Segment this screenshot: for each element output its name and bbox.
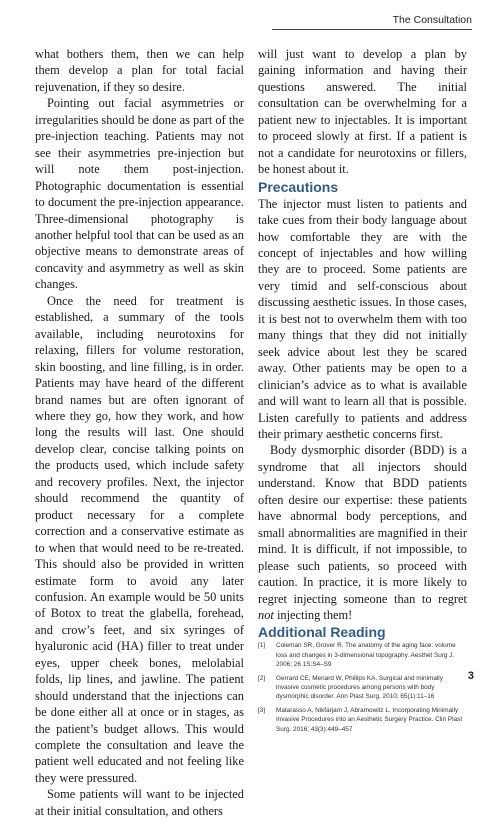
reference-item (258, 641, 467, 669)
reference-number: [3] (258, 706, 266, 714)
body-paragraph: Once the need for treatment is established, a summary of the tools available, including neurotoxins for relaxing, fillers for volume restoration, skin boosting, and line filling, is in order. Patients may have heard of the different brand names but are often ignorant of where they go, how they work, and how long the results will last. One should develop clear, concise talking points on the products used, which include safety and recovery profiles. Next, the injector should recommend the quantity of product necessary for a complete correction and a conservative estimate as to when that would need to be re-treated. This should also be provided in written estimate form to avoid any later confusion. An example would be 50 units of Botox to treat the glabella, forehead, and crow’s feet, and six syringes of hyaluronic acid (HA) filler to treat under eyes, upper cheek bones, melolabial folds, lip lines, and jawline. The patient should understand that the injections can be done either all at once or in stages, as the patient’s budget allows. This would complete the consultation and leave the patient well educated and not feeling like they were pressured. (35, 293, 244, 785)
text-run: injecting them! (273, 607, 353, 622)
reference-text: Coleman SR, Grover R. The anatomy of the aging face: volume loss and changes in 3-dimensional topography. Aesthet Surg J. 2006; 26 1S:S4–S9 (276, 642, 456, 669)
running-header (272, 14, 472, 30)
emphasis-text: not (258, 607, 274, 622)
page-number: 3 (467, 670, 474, 682)
reference-number: [1] (258, 642, 266, 650)
reference-item (258, 706, 467, 734)
running-title: The Consultation (392, 14, 472, 26)
body-paragraph: The injector must listen to patients and take cues from their body language about how comfortable they are with the concept of injectables and how willing they are to proceed. Some patients are very timid and self-conscious about discussing aesthetic issues. In those cases, it is best not to overwhelm them with too many things that they did not initially seek advice about lest they be scared away. Other patients may be open to a clinician’s advice as to what is available and will want to learn all that is possible. Listen carefully to patients and address their primary aesthetic concerns first. (258, 196, 467, 441)
body-paragraph: Some patients will want to be injected at their initial consultation, and others (35, 787, 244, 818)
additional-reading-heading: Additional Reading (258, 624, 386, 641)
left-column (35, 46, 244, 819)
precautions-heading: Precautions (258, 178, 339, 195)
reference-text: Gerrard CE, Menard W, Phillips KA. Surgical and minimally invasive cosmetic procedures among persons with body dysmorphic disorder. Ann Plast Surg. 2010; 65(1):11–16 (276, 674, 443, 701)
reference-list (258, 641, 467, 734)
text-run: Body dysmorphic disorder (BDD) is a syndrome that all injectors should understand. Know that BDD patients often desire our expertise: these patients have abnormal body perceptions, and small abnormalities are magnified in their mind. It is difficult, if not impossible, to please such patients, so proceed with caution. In practice, it is more likely to regret injecting someone than to regret (258, 443, 467, 606)
body-paragraph (258, 442, 467, 623)
reference-number: [2] (258, 674, 266, 682)
body-paragraph: Pointing out facial asymmetries or irregularities should be done as part of the pre-injection teaching. Patients may not see their asymmetries pre-injection but will note them post-injection. Photographic documentation is essential to document the pre-injection appearance. Three-dimensional photography is another helpful tool that can be used as an objective means to demonstrate areas of concavity and asymmetry as well as skin changes. (35, 96, 244, 292)
reference-text: Matarasso A, Nikfarjam J, Abramowitz L. Incorporating Minimally Invasive Procedures into an Aesthetic Surgery Practice. Clin Plast Surg. 2016; 43(3):449–457 (276, 706, 463, 733)
right-column (258, 46, 467, 738)
body-paragraph: will just want to develop a plan by gaining information and having their questions answered. The initial consultation can be overwhelming for a patient new to injectables. It is important to proceed slowly at first. If a patient is not a candidate for neurotoxins or fillers, be honest about it. (258, 47, 467, 177)
body-paragraph: what bothers them, then we can help them develop a plan for total facial rejuvenation, if they so desire. (35, 47, 244, 94)
reference-item (258, 674, 467, 702)
